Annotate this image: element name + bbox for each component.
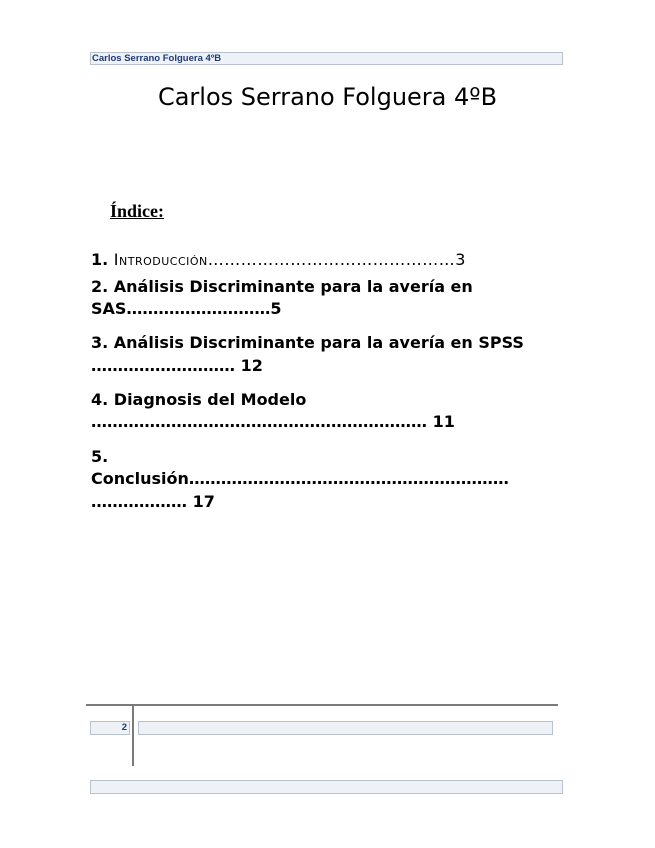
document-title: Carlos Serrano Folguera 4ºB: [157, 83, 498, 111]
footer-divider: [86, 704, 558, 706]
toc-entry-1-label: Introducción: [113, 250, 208, 269]
toc-entry-1: [91, 249, 466, 271]
running-header: [90, 52, 563, 65]
toc-entry-2-line-1: 2. Análisis Discriminante para la avería en: [91, 277, 473, 296]
toc-entry-4-line-2: ……………………………………………………… 11: [91, 412, 455, 431]
toc-entry-1-dots: ………………………………………: [207, 250, 456, 269]
running-header-text: Carlos Serrano Folguera 4ºB: [92, 53, 222, 64]
toc-entry-5-line-1: 5.: [91, 447, 109, 466]
page-number: 2: [90, 721, 130, 735]
toc-entry-5-line-2: Conclusión……………………………………………………: [91, 469, 509, 488]
toc-entry-3-line-2: ……………………… 12: [91, 356, 263, 375]
toc-entry-3-line-1: 3. Análisis Discriminante para la avería en SPSS: [91, 333, 524, 352]
toc-entry-4-line-1: 4. Diagnosis del Modelo: [91, 390, 307, 409]
toc-entry-1-page: 3: [455, 250, 466, 269]
toc-heading: Índice:: [110, 201, 164, 221]
footer-vertical-divider: [132, 705, 134, 766]
footer-box: [138, 721, 553, 735]
bottom-bar: [90, 780, 563, 794]
toc-entry-2-line-2: SAS………………………5: [91, 299, 282, 318]
toc-entry-1-number: 1.: [91, 250, 114, 269]
toc-entry-5-line-3: ……………… 17: [91, 492, 215, 511]
